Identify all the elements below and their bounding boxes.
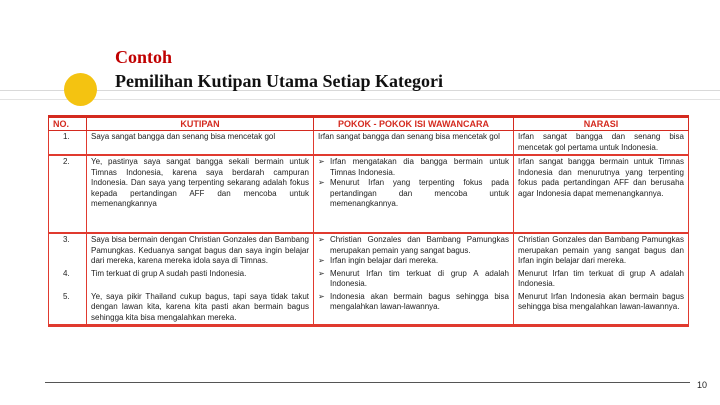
cell-pokok (314, 233, 514, 268)
kutipan-text: Saya bisa bermain dengan Christian Gonzales dan Bambang Pamungkas. Keduanya sangat bagus dan saya ingin belajar dari mereka, karena mereka idola saya di Timnas. (91, 235, 309, 265)
table-header-row (49, 117, 689, 131)
cell-kutipan (87, 131, 314, 156)
table-row (49, 291, 689, 326)
cell-narasi (514, 131, 689, 156)
row-number: 1. (49, 131, 87, 156)
row-number: 4. (49, 268, 87, 291)
narasi-text: Irfan sangat bangga bermain untuk Timnas Indonesia dan menurutnya yang terpenting fokus pada pertandingan AFF dan berusaha agar Indonesia dapat memenangkannya. (518, 157, 684, 198)
row-number: 5. (49, 291, 87, 326)
cell-kutipan (87, 291, 314, 326)
narasi-text: Irfan sangat bangga dan senang bisa mencetak gol pertama untuk Indonesia. (518, 132, 684, 152)
arrow-bullet-icon: ➢ (318, 178, 325, 187)
pokok-text: Irfan mengatakan dia bangga bermain untuk Timnas Indonesia. (330, 157, 509, 177)
cell-pokok (314, 155, 514, 233)
cell-kutipan (87, 155, 314, 233)
kutipan-text: Ye, pastinya saya sangat bangga sekali bermain untuk Timnas Indonesia, karena saya berdarah campuran Indonesia. Dan saya yang terpenting sekarang adalah fokus kepada pertandingan AFF dan mencoba untuk memenangkannya (91, 157, 309, 208)
cell-kutipan (87, 268, 314, 291)
pokok-bullet (318, 178, 509, 210)
arrow-bullet-icon: ➢ (318, 256, 325, 265)
row-number: 2. (49, 155, 87, 233)
table-row (49, 233, 689, 268)
header-narasi: NARASI (514, 117, 689, 131)
pokok-text: Indonesia akan bermain bagus sehingga bisa mengalahkan lawan-lawannya. (330, 291, 509, 311)
quote-selection-table (48, 115, 689, 327)
narasi-text: Christian Gonzales dan Bambang Pamungkas merupakan pemain yang sangat bagus dan Irfan ingin belajar dari mereka. (518, 235, 684, 265)
narasi-text: Menurut Irfan Indonesia akan bermain bagus sehingga bisa mengalahkan lawan-lawannya. (518, 291, 684, 311)
arrow-bullet-icon: ➢ (318, 235, 325, 244)
cell-narasi (514, 268, 689, 291)
yellow-circle-decoration (64, 73, 97, 106)
slide-subtitle: Pemilihan Kutipan Utama Setiap Kategori (115, 71, 443, 91)
kutipan-text: Ye, saya pikir Thailand cukup bagus, tapi saya tidak takut dengan lawan kita, karena kita pasti akan bermain bagus sehingga kita bisa mengalahkan mereka. (91, 291, 309, 322)
header-kutipan: KUTIPAN (87, 117, 314, 131)
page-number: 10 (697, 380, 708, 390)
kutipan-text: Saya sangat bangga dan senang bisa mencetak gol (91, 132, 276, 141)
pokok-text: Menurut Irfan tim terkuat di grup A adalah Indonesia. (330, 268, 509, 288)
cell-narasi (514, 233, 689, 268)
pokok-bullet (318, 157, 509, 178)
row-number: 3. (49, 233, 87, 268)
table-row (49, 131, 689, 156)
header-rule-lower (0, 99, 720, 100)
cell-narasi (514, 291, 689, 326)
pokok-bullet (318, 269, 509, 290)
arrow-bullet-icon: ➢ (318, 291, 325, 301)
pokok-bullet (318, 235, 509, 256)
pokok-text: Menurut Irfan yang terpenting fokus pada pertandingan dan mencoba untuk memenangkannya. (330, 178, 509, 208)
cell-narasi (514, 155, 689, 233)
cell-pokok (314, 291, 514, 326)
cell-pokok (314, 268, 514, 291)
arrow-bullet-icon: ➢ (318, 268, 325, 278)
footer-rule (45, 382, 690, 383)
table-row (49, 268, 689, 291)
kutipan-text: Tim terkuat di grup A sudah pasti Indonesia. (91, 268, 247, 278)
pokok-bullet (318, 256, 509, 267)
header-pokok: POKOK - POKOK ISI WAWANCARA (314, 117, 514, 131)
arrow-bullet-icon: ➢ (318, 157, 325, 166)
cell-kutipan (87, 233, 314, 268)
cell-pokok (314, 131, 514, 156)
table-row (49, 155, 689, 233)
narasi-text: Menurut Irfan tim terkuat di grup A adalah Indonesia. (518, 268, 684, 288)
pokok-text: Irfan sangat bangga dan senang bisa mencetak gol (318, 132, 500, 141)
pokok-bullet (318, 292, 509, 313)
slide-title: Contoh (115, 47, 173, 67)
pokok-text: Christian Gonzales dan Bambang Pamungkas merupakan pemain yang sangat bagus. (330, 235, 509, 255)
pokok-text: Irfan ingin belajar dari mereka. (330, 256, 439, 265)
header-no: NO. (49, 117, 87, 131)
